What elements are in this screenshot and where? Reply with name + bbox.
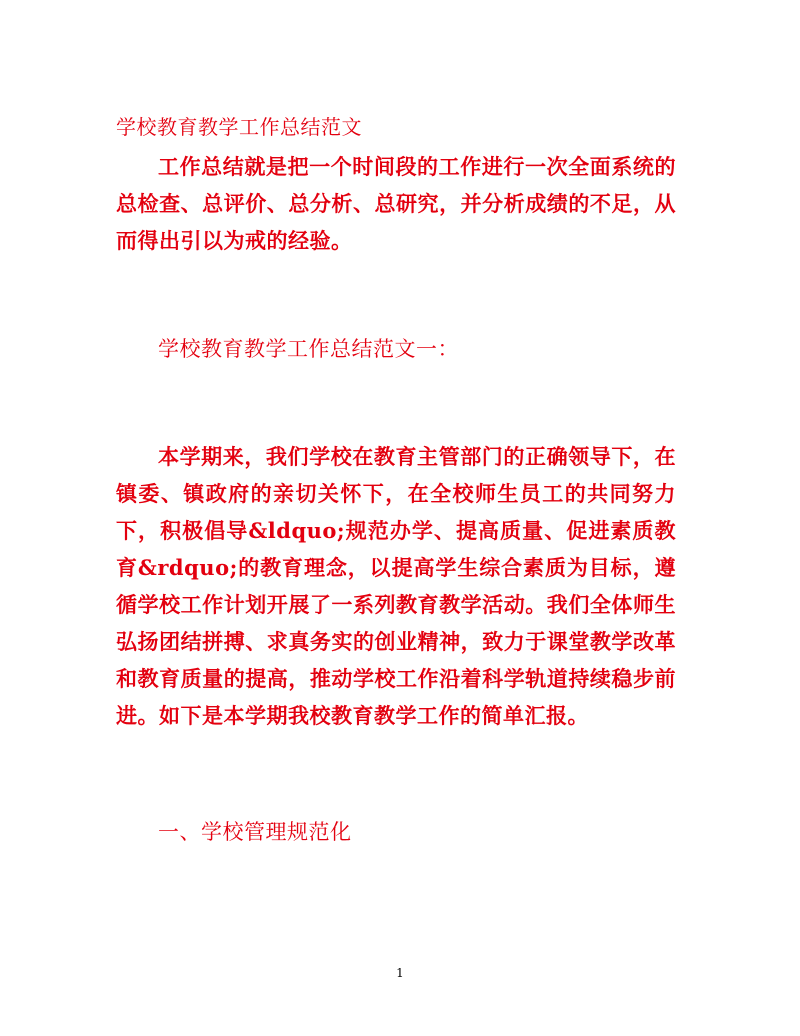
subheading: 一、学校管理规范化 xyxy=(158,820,352,844)
intro-paragraph: 工作总结就是把一个时间段的工作进行一次全面系统的总检查、总评价、总分析、总研究，并分析成绩的不足，从而得出引以为戒的经验。 xyxy=(116,154,676,253)
section-heading: 学校教育教学工作总结范文一： xyxy=(158,337,459,361)
document-content xyxy=(116,112,676,851)
body-paragraph: 本学期来，我们学校在教育主管部门的正确领导下，在镇委、镇政府的亲切关怀下，在全校师生员工的共同努力下，积极倡导&ldquo;规范办学、提高质量、促进素质教育&rdquo;的教育理念，以提高学生综合素质为目标，遵循学校工作计划开展了一系列教育教学活动。我们全体师生弘扬团结拼搏、求真务实的创业精神，致力于课堂教学改革和教育质量的提高，推动学校工作沿着科学轨道持续稳步前进。如下是本学期我校教育教学工作的简单汇报。 xyxy=(116,444,676,728)
document-title: 学校教育教学工作总结范文 xyxy=(116,115,362,139)
spacer xyxy=(116,734,676,814)
page-number: 1 xyxy=(396,966,404,980)
spacer xyxy=(116,368,676,438)
spacer xyxy=(116,259,676,331)
